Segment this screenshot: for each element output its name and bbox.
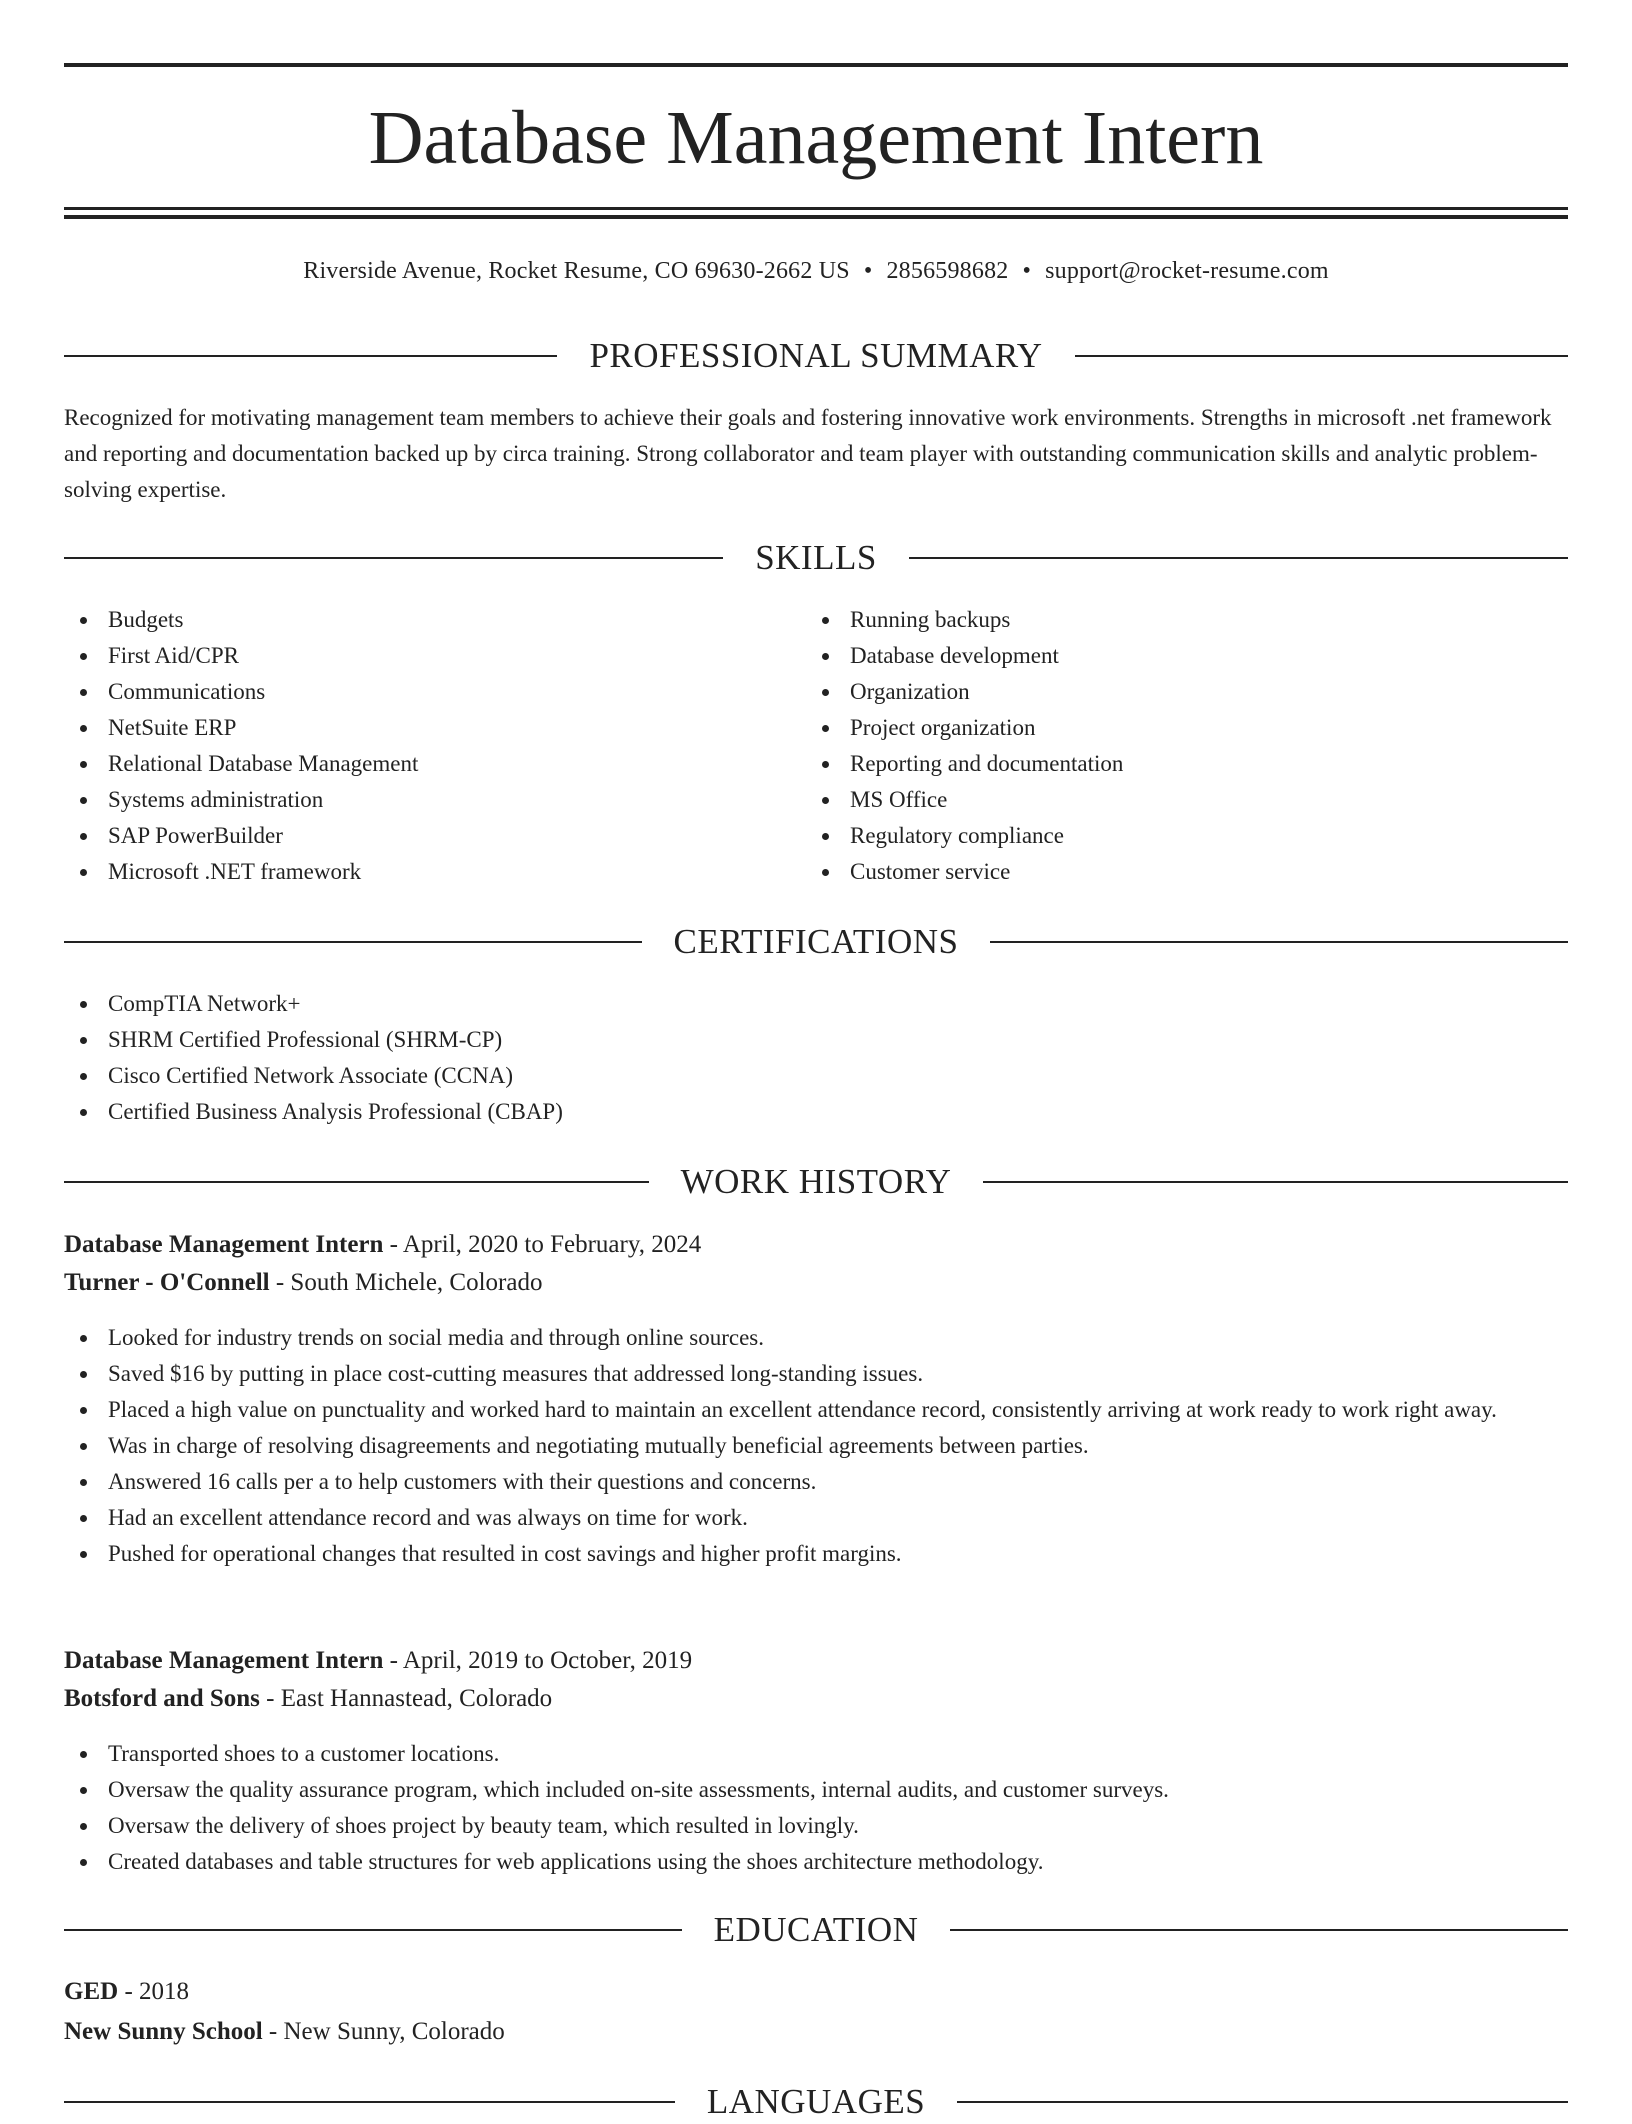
section-heading-summary bbox=[64, 334, 1568, 378]
job-company: Botsford and Sons bbox=[64, 1685, 260, 1712]
resume-title: Database Management Intern bbox=[368, 96, 1264, 180]
job-company-line bbox=[64, 1681, 1568, 1717]
skill-item: Regulatory compliance bbox=[806, 818, 1546, 854]
skill-item: Microsoft .NET framework bbox=[64, 854, 764, 890]
skill-item: Project organization bbox=[806, 710, 1546, 746]
education-year: - 2018 bbox=[118, 1978, 190, 2005]
job-bullet: Pushed for operational changes that resulted in cost savings and higher profit margins. bbox=[64, 1536, 1568, 1572]
job-title-line bbox=[64, 1227, 1568, 1263]
job-title: Database Management Intern bbox=[64, 1231, 384, 1258]
summary-text: Recognized for motivating management team members to achieve their goals and fostering innovative work environments. Strengths in microsoft .net framework and reporting and documentation backed up by circa training. Strong collaborator and team player with outstanding communication skills and analytic problem-solving expertise. bbox=[64, 405, 1552, 502]
section-heading-work bbox=[64, 1160, 1568, 1204]
education-degree-line bbox=[64, 1974, 1568, 2010]
skill-item: Budgets bbox=[64, 602, 764, 638]
section-heading-label: WORK HISTORY bbox=[680, 1162, 952, 1201]
skill-item: First Aid/CPR bbox=[64, 638, 764, 674]
skill-item: Reporting and documentation bbox=[806, 746, 1546, 782]
job-bullet: Looked for industry trends on social media and through online sources. bbox=[64, 1320, 1568, 1356]
contact-line bbox=[64, 254, 1568, 288]
skill-item: Communications bbox=[64, 674, 764, 710]
job-bullet: Oversaw the quality assurance program, which included on-site assessments, internal audits, and customer surveys. bbox=[64, 1772, 1568, 1808]
job-title: Database Management Intern bbox=[64, 1647, 384, 1674]
heading-rule bbox=[990, 941, 1568, 943]
contact-email: support@rocket-resume.com bbox=[1045, 258, 1329, 284]
heading-rule bbox=[957, 2101, 1568, 2103]
skill-item: Running backups bbox=[806, 602, 1546, 638]
section-heading-certifications bbox=[64, 920, 1568, 964]
job-bullets bbox=[64, 1736, 1568, 1880]
skill-item: Customer service bbox=[806, 854, 1546, 890]
skill-item: Systems administration bbox=[64, 782, 764, 818]
job-company-line bbox=[64, 1265, 1568, 1301]
skill-item: NetSuite ERP bbox=[64, 710, 764, 746]
skills-list-left bbox=[64, 602, 764, 890]
heading-rule bbox=[983, 1181, 1568, 1183]
heading-rule bbox=[64, 1929, 682, 1931]
top-rule bbox=[64, 63, 1568, 67]
heading-rule bbox=[64, 941, 642, 943]
education-degree: GED bbox=[64, 1978, 119, 2005]
skills-list-right bbox=[806, 602, 1546, 890]
job-bullet: Had an excellent attendance record and was always on time for work. bbox=[64, 1500, 1568, 1536]
job-dates: - April, 2020 to February, 2024 bbox=[383, 1231, 702, 1258]
title-rule-lower bbox=[64, 215, 1568, 219]
skill-item: MS Office bbox=[806, 782, 1546, 818]
certification-item: Certified Business Analysis Professional (CBAP) bbox=[64, 1094, 1568, 1130]
skill-item: Relational Database Management bbox=[64, 746, 764, 782]
section-heading-label: LANGUAGES bbox=[706, 2082, 926, 2121]
certification-item: Cisco Certified Network Associate (CCNA) bbox=[64, 1058, 1568, 1094]
job-bullet: Answered 16 calls per a to help customers with their questions and concerns. bbox=[64, 1464, 1568, 1500]
certification-item: CompTIA Network+ bbox=[64, 986, 1568, 1022]
job-dates: - April, 2019 to October, 2019 bbox=[383, 1647, 693, 1674]
section-heading-label: EDUCATION bbox=[713, 1910, 919, 1949]
job-location: - South Michele, Colorado bbox=[269, 1269, 543, 1296]
heading-rule bbox=[1075, 355, 1568, 357]
heading-rule bbox=[64, 1181, 649, 1183]
skill-item: Organization bbox=[806, 674, 1546, 710]
job-bullet: Placed a high value on punctuality and worked hard to maintain an excellent attendance record, consistently arriving at work ready to work right away. bbox=[64, 1392, 1568, 1428]
job-location: - East Hannastead, Colorado bbox=[259, 1685, 553, 1712]
education-location: - New Sunny, Colorado bbox=[262, 2018, 505, 2045]
heading-rule bbox=[950, 1929, 1568, 1931]
heading-rule bbox=[909, 557, 1568, 559]
skill-item: Database development bbox=[806, 638, 1546, 674]
job-bullet: Was in charge of resolving disagreements and negotiating mutually beneficial agreements between parties. bbox=[64, 1428, 1568, 1464]
job-company: Turner - O'Connell bbox=[64, 1269, 270, 1296]
heading-rule bbox=[64, 2101, 675, 2103]
certification-item: SHRM Certified Professional (SHRM-CP) bbox=[64, 1022, 1568, 1058]
heading-rule bbox=[64, 355, 557, 357]
section-heading-label: PROFESSIONAL SUMMARY bbox=[589, 336, 1043, 375]
education-school: New Sunny School bbox=[64, 2018, 263, 2045]
skill-item: SAP PowerBuilder bbox=[64, 818, 764, 854]
contact-separator: • bbox=[863, 258, 873, 284]
job-bullet: Created databases and table structures for web applications using the shoes architecture methodology. bbox=[64, 1844, 1568, 1880]
contact-separator: • bbox=[1022, 258, 1032, 284]
job-bullet: Transported shoes to a customer locations. bbox=[64, 1736, 1568, 1772]
certifications-list bbox=[64, 986, 1568, 1130]
heading-rule bbox=[64, 557, 723, 559]
job-title-line bbox=[64, 1643, 1568, 1679]
job-bullet: Oversaw the delivery of shoes project by beauty team, which resulted in lovingly. bbox=[64, 1808, 1568, 1844]
education-school-line bbox=[64, 2014, 1568, 2050]
contact-address: Riverside Avenue, Rocket Resume, CO 69630-2662 US bbox=[303, 258, 850, 284]
section-heading-languages bbox=[64, 2080, 1568, 2124]
section-heading-label: SKILLS bbox=[755, 538, 877, 577]
job-bullets bbox=[64, 1320, 1568, 1572]
job-bullet: Saved $16 by putting in place cost-cutting measures that addressed long-standing issues. bbox=[64, 1356, 1568, 1392]
contact-phone: 2856598682 bbox=[886, 258, 1009, 284]
title-rule-upper bbox=[64, 207, 1568, 210]
section-heading-label: CERTIFICATIONS bbox=[673, 922, 959, 961]
section-heading-skills bbox=[64, 536, 1568, 580]
section-heading-education bbox=[64, 1908, 1568, 1952]
